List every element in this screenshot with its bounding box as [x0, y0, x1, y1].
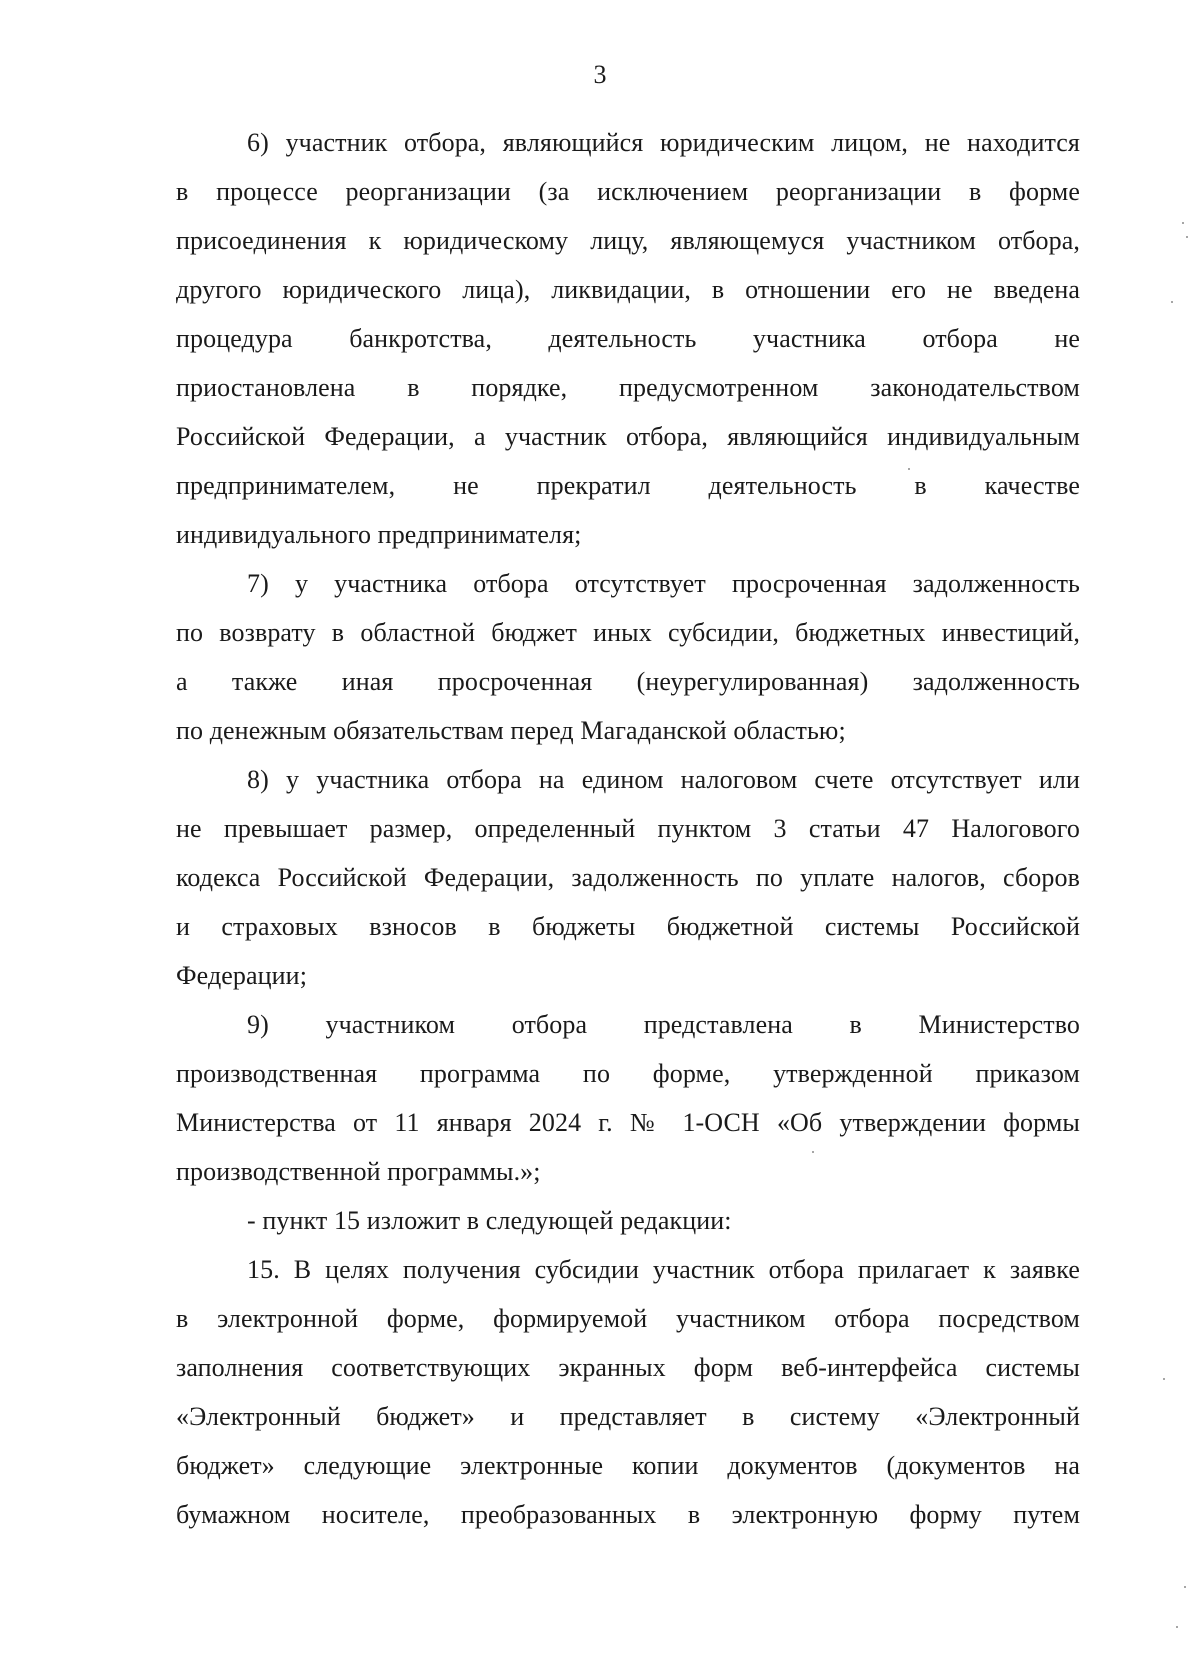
paragraph-item-9 [176, 1000, 1080, 1196]
text-line: - пункт 15 изложит в следующей редакции: [247, 1206, 732, 1235]
page-number: 3 [593, 60, 607, 89]
text-line: а также иная просроченная (неурегулированная) задолженность [176, 667, 1080, 696]
text-line: 15. В целях получения субсидии участник отбора прилагает к заявке [247, 1255, 1080, 1284]
document-body [176, 118, 1080, 1539]
text-line: бумажном носителе, преобразованных в электронную форму путем [176, 1500, 1080, 1529]
scan-speck [1163, 1378, 1165, 1380]
text-line: Министерства от 11 января 2024 г. № 1-ОСН «Об утверждении формы [176, 1108, 1080, 1137]
scan-speck [1186, 236, 1188, 238]
text-line: Российской Федерации, а участник отбора, являющийся индивидуальным [176, 422, 1080, 451]
scan-speck [1171, 301, 1173, 303]
text-line: в электронной форме, формируемой участником отбора посредством [176, 1304, 1080, 1333]
text-line: 8) у участника отбора на едином налоговом счете отсутствует или [247, 765, 1080, 794]
text-line: процедура банкротства, деятельность участника отбора не [176, 324, 1080, 353]
text-line: по денежным обязательствам перед Магаданской областью; [176, 716, 846, 745]
scan-speck [908, 468, 910, 470]
scan-speck [812, 1151, 814, 1153]
text-line: не превышает размер, определенный пунктом 3 статьи 47 Налогового [176, 814, 1080, 843]
paragraph-item-7 [176, 559, 1080, 755]
text-line: присоединения к юридическому лицу, являющемуся участником отбора, [176, 226, 1080, 255]
text-line: 6) участник отбора, являющийся юридическим лицом, не находится [247, 128, 1080, 157]
text-line: «Электронный бюджет» и представляет в систему «Электронный [176, 1402, 1080, 1431]
scan-speck [1184, 1586, 1186, 1588]
text-line: производственная программа по форме, утвержденной приказом [176, 1059, 1080, 1088]
amendment-intro [176, 1196, 1080, 1245]
paragraph-item-15 [176, 1245, 1080, 1539]
text-line: и страховых взносов в бюджеты бюджетной системы Российской [176, 912, 1080, 941]
scan-speck [1176, 1626, 1178, 1628]
text-line: предпринимателем, не прекратил деятельность в качестве [176, 471, 1080, 500]
text-line: индивидуального предпринимателя; [176, 520, 582, 549]
scan-speck [1182, 222, 1184, 224]
text-line: другого юридического лица), ликвидации, в отношении его не введена [176, 275, 1080, 304]
text-line: в процессе реорганизации (за исключением реорганизации в форме [176, 177, 1080, 206]
text-line: по возврату в областной бюджет иных субсидии, бюджетных инвестиций, [176, 618, 1080, 647]
text-line: производственной программы.»; [176, 1157, 541, 1186]
text-line: Федерации; [176, 961, 308, 990]
text-line: кодекса Российской Федерации, задолженность по уплате налогов, сборов [176, 863, 1080, 892]
text-line: 9) участником отбора представлена в Министерство [247, 1010, 1080, 1039]
paragraph-item-6 [176, 118, 1080, 559]
paragraph-item-8 [176, 755, 1080, 1000]
text-line: приостановлена в порядке, предусмотренном законодательством [176, 373, 1080, 402]
text-line: 7) у участника отбора отсутствует просроченная задолженность [247, 569, 1080, 598]
text-line: заполнения соответствующих экранных форм веб-интерфейса системы [176, 1353, 1080, 1382]
text-line: бюджет» следующие электронные копии документов (документов на [176, 1451, 1080, 1480]
